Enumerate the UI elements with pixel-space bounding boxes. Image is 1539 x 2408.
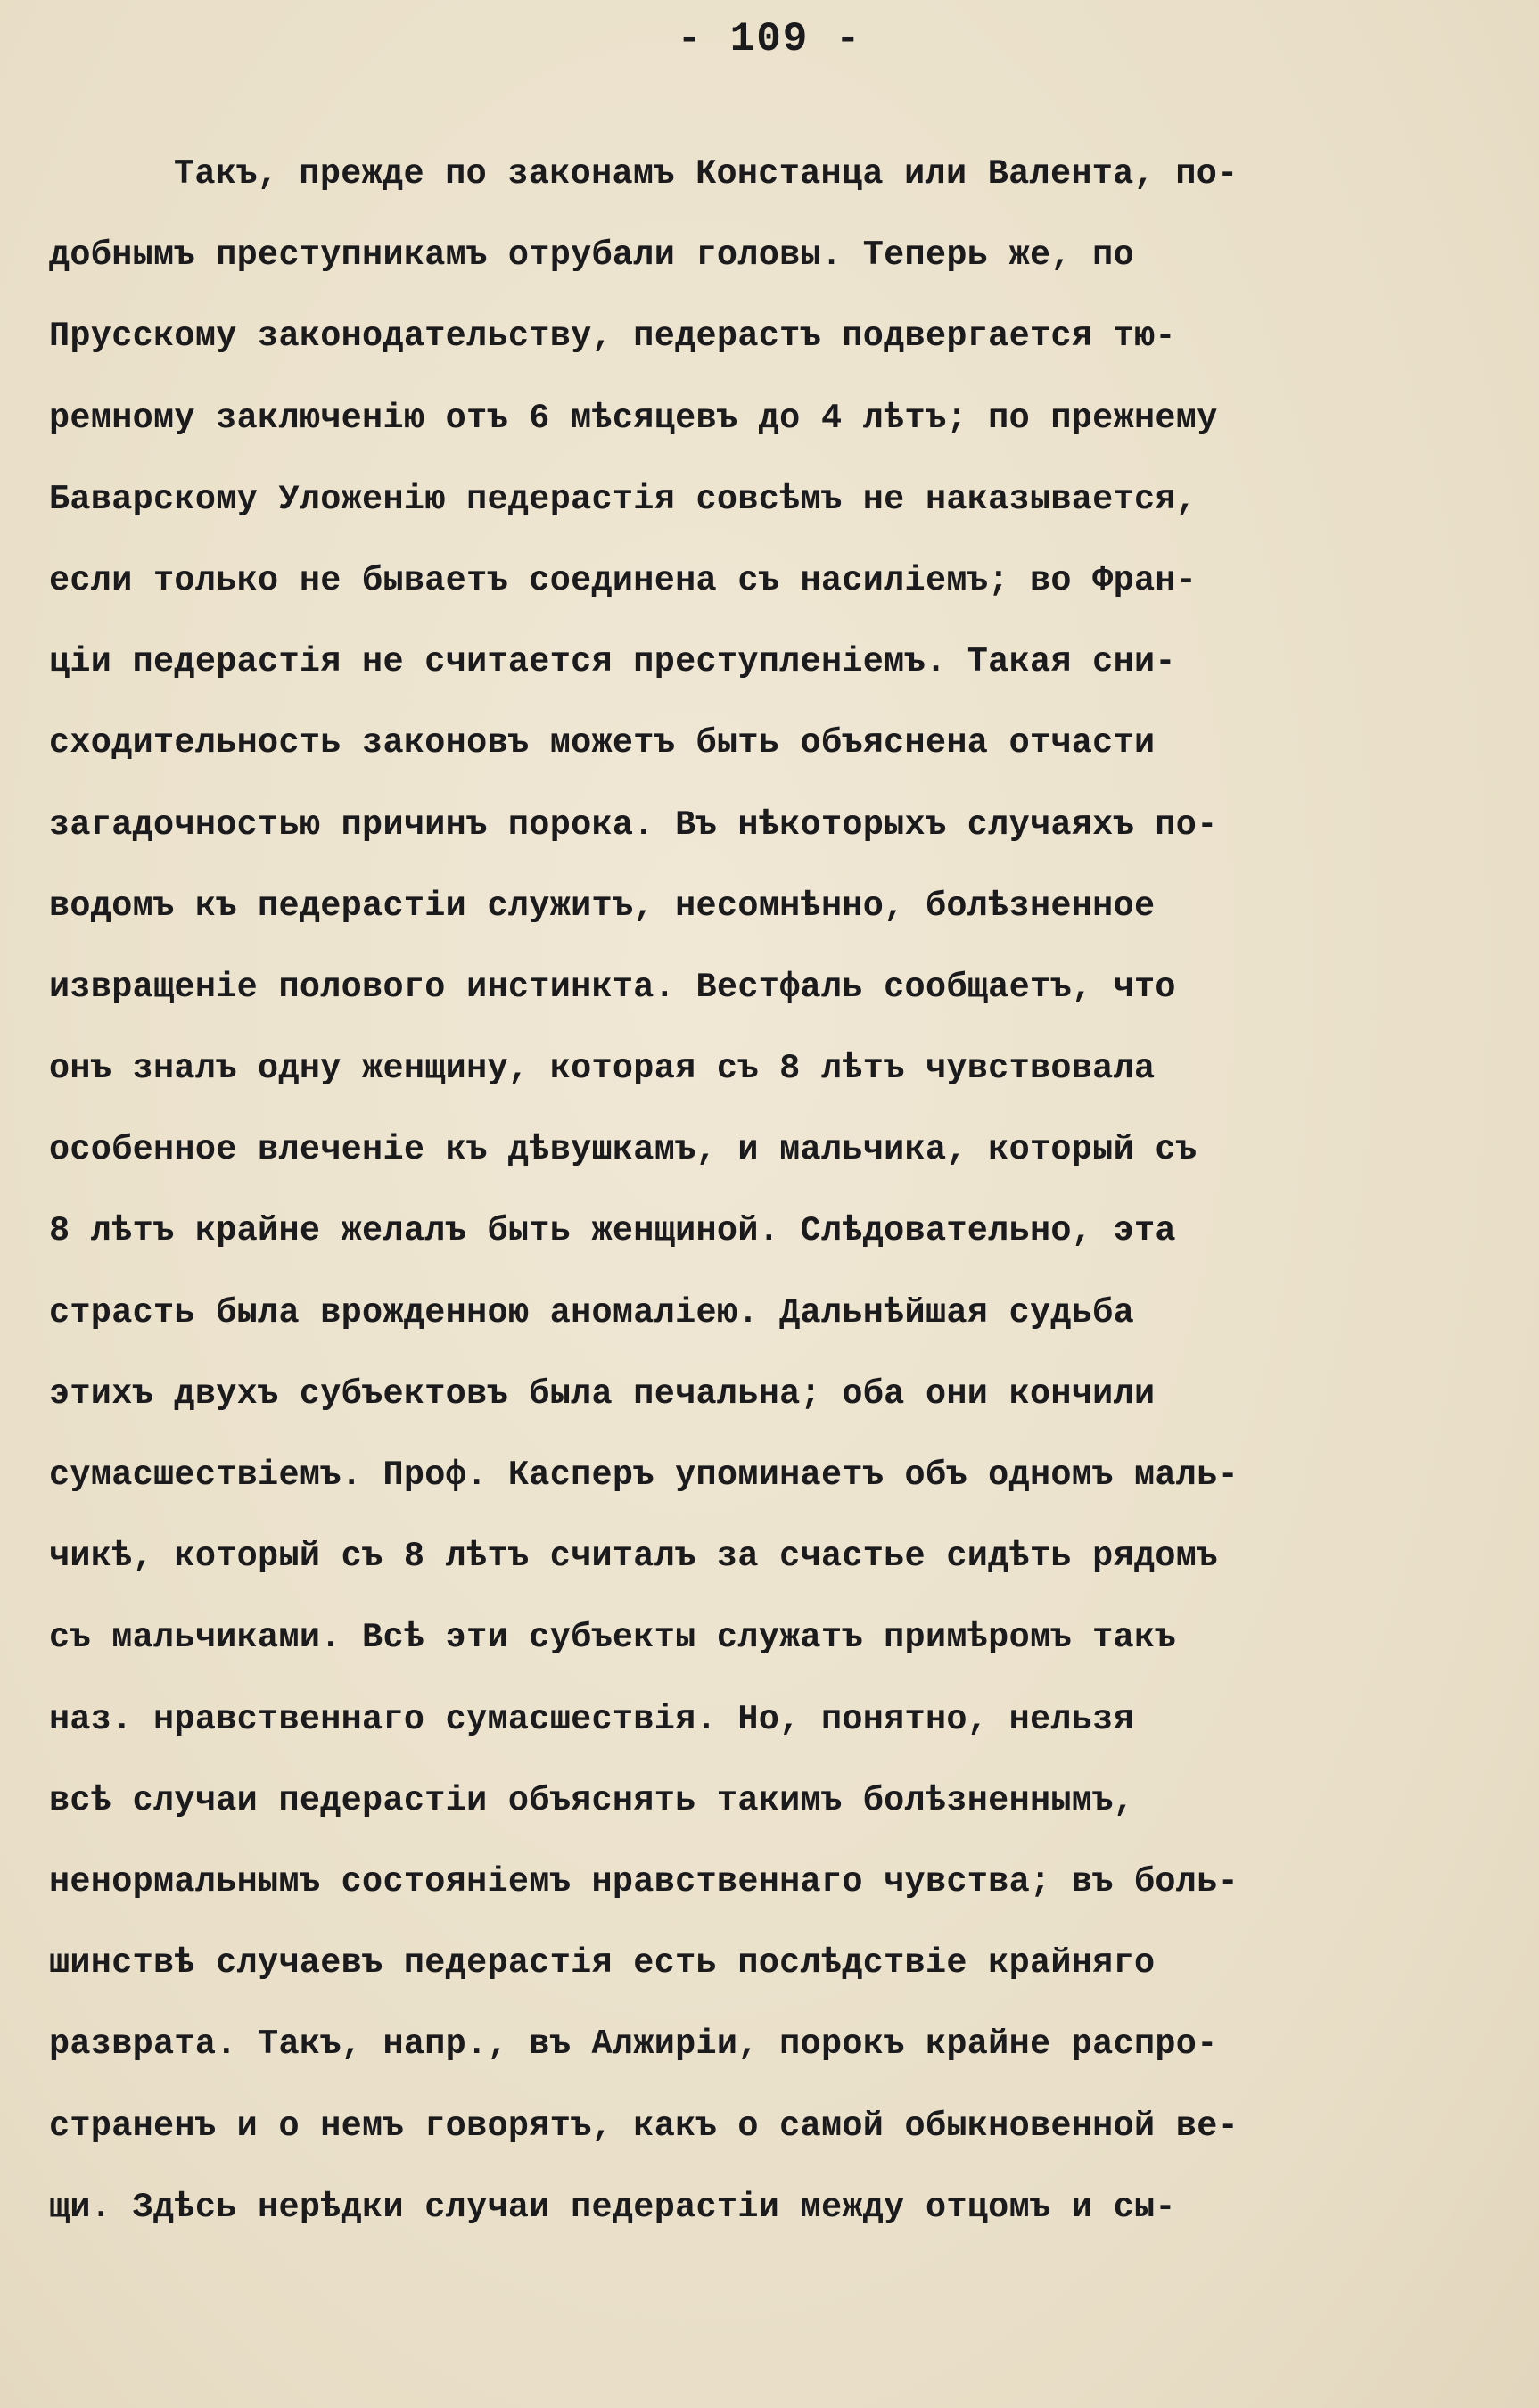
text-line: цiи педерастiя не считается преступленiемъ. Такая сни- — [49, 642, 1176, 682]
text-line: съ мальчиками. Всѣ эти субъекты служатъ примѣромъ такъ — [49, 1618, 1176, 1658]
text-line: Такъ, прежде по законамъ Констанца или Валента, по- — [174, 154, 1239, 194]
text-line: если только не бываетъ соединена съ насилiемъ; во Фран- — [49, 560, 1197, 600]
text-line: страненъ и о немъ говорятъ, какъ о самой обыкновенной ве- — [49, 2106, 1239, 2146]
text-line: онъ зналъ одну женщину, которая съ 8 лѣтъ чувствовала — [49, 1049, 1156, 1089]
text-line: 8 лѣтъ крайне желалъ быть женщиной. Слѣдовательно, эта — [49, 1211, 1176, 1251]
text-line: добнымъ преступникамъ отрубали головы. Теперь же, по — [49, 235, 1134, 276]
page-number: - 109 - — [677, 16, 862, 62]
text-line: наз. нравственнаго сумасшествiя. Но, понятно, нельзя — [49, 1699, 1134, 1739]
text-line: чикѣ, который съ 8 лѣтъ считалъ за счастье сидѣть рядомъ — [49, 1537, 1218, 1577]
text-line: ремному заключенiю отъ 6 мѣсяцевъ до 4 лѣтъ; по прежнему — [49, 398, 1218, 438]
text-line: Прусскому законодательству, педерастъ подвергается тю- — [49, 317, 1176, 357]
text-line: извращенiе полового инстинкта. Вестфаль сообщаетъ, что — [49, 967, 1176, 1007]
text-line: страсть была врожденною аномалiею. Дальнѣйшая судьба — [49, 1292, 1134, 1332]
text-line: ненормальнымъ состоянiемъ нравственнаго чувства; въ боль- — [49, 1861, 1239, 1901]
text-line: щи. Здѣсь нерѣдки случаи педерастiи между отцомъ и сы- — [49, 2187, 1176, 2227]
body-text — [49, 134, 1502, 2248]
text-line: этихъ двухъ субъектовъ была печальна; оба они кончили — [49, 1373, 1156, 1414]
text-line: особенное влеченiе къ дѣвушкамъ, и мальчика, который съ — [49, 1130, 1197, 1170]
text-line: шинствѣ случаевъ педерастiя есть послѣдствiе крайняго — [49, 1943, 1156, 1983]
text-line: водомъ къ педерастiи служитъ, несомнѣнно, болѣзненное — [49, 886, 1156, 926]
text-line: загадочностью причинъ порока. Въ нѣкоторыхъ случаяхъ по- — [49, 804, 1218, 845]
text-line: всѣ случаи педерастiи объяснять такимъ болѣзненнымъ, — [49, 1780, 1134, 1820]
text-line: сходительность законовъ можетъ быть объяснена отчасти — [49, 723, 1156, 763]
text-line: разврата. Такъ, напр., въ Алжирiи, порокъ крайне распро- — [49, 2025, 1218, 2065]
text-line: сумасшествiемъ. Проф. Касперъ упоминаетъ объ одномъ маль- — [49, 1456, 1239, 1495]
text-line: Баварскому Уложенiю педерастiя совсѣмъ не наказывается, — [49, 479, 1197, 519]
